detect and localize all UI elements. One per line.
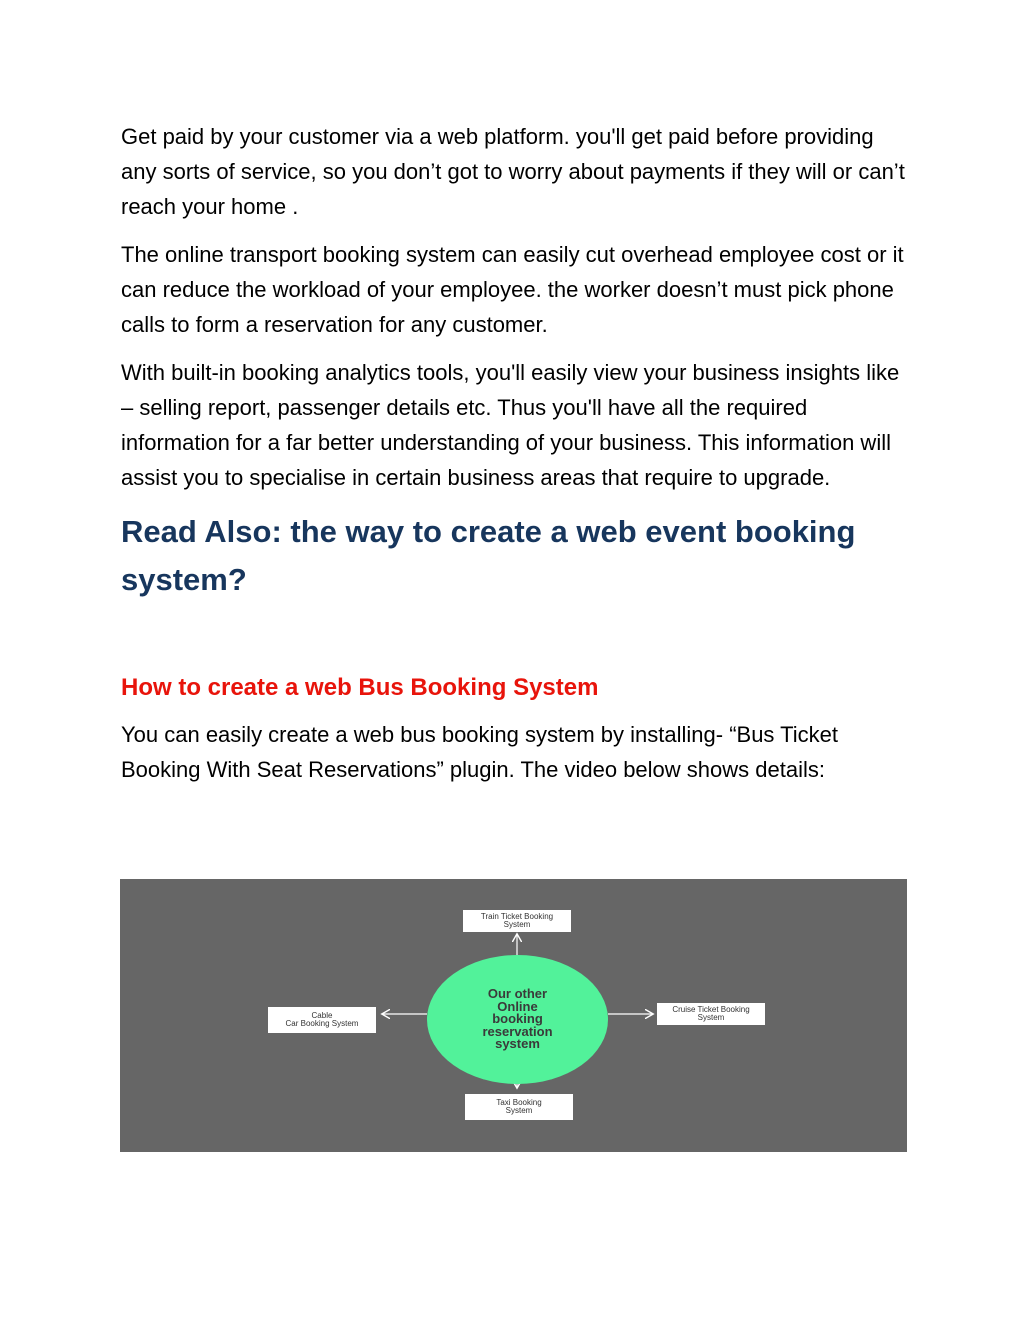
booking-systems-diagram	[120, 879, 907, 1152]
paragraph-payment: Get paid by your customer via a web platform. you'll get paid before providing any sorts of service, so you don’t got to worry about payments if they will or can’t reach your home .	[121, 124, 905, 219]
node-taxi-booking: Taxi Booking System	[465, 1094, 573, 1120]
node-cruise-booking: Cruise Ticket Booking System	[657, 1003, 765, 1025]
node-cable-car-booking: Cable Car Booking System	[268, 1007, 376, 1033]
paragraph-analytics: With built-in booking analytics tools, you'll easily view your business insights like – selling report, passenger details etc. Thus you'll have all the required information for a far better understanding of your business. This information will assist you to specialise in certain business areas that require to upgrade.	[121, 360, 900, 490]
paragraph-install: You can easily create a web bus booking system by installing- “Bus Ticket Booking With Seat Reservations” plugin. The video below shows details:	[121, 722, 838, 782]
section-heading: How to create a web Bus Booking System	[121, 674, 599, 701]
read-also-heading[interactable]: Read Also: the way to create a web event booking system?	[121, 514, 856, 597]
document-body	[121, 119, 911, 800]
paragraph-overhead: The online transport booking system can easily cut overhead employee cost or it can reduce the workload of your employee. the worker doesn’t must pick phone calls to form a reservation for any customer.	[121, 242, 904, 337]
node-center-hub: Our other Online booking reservation system	[427, 955, 608, 1084]
node-train-booking: Train Ticket Booking System	[463, 910, 571, 932]
